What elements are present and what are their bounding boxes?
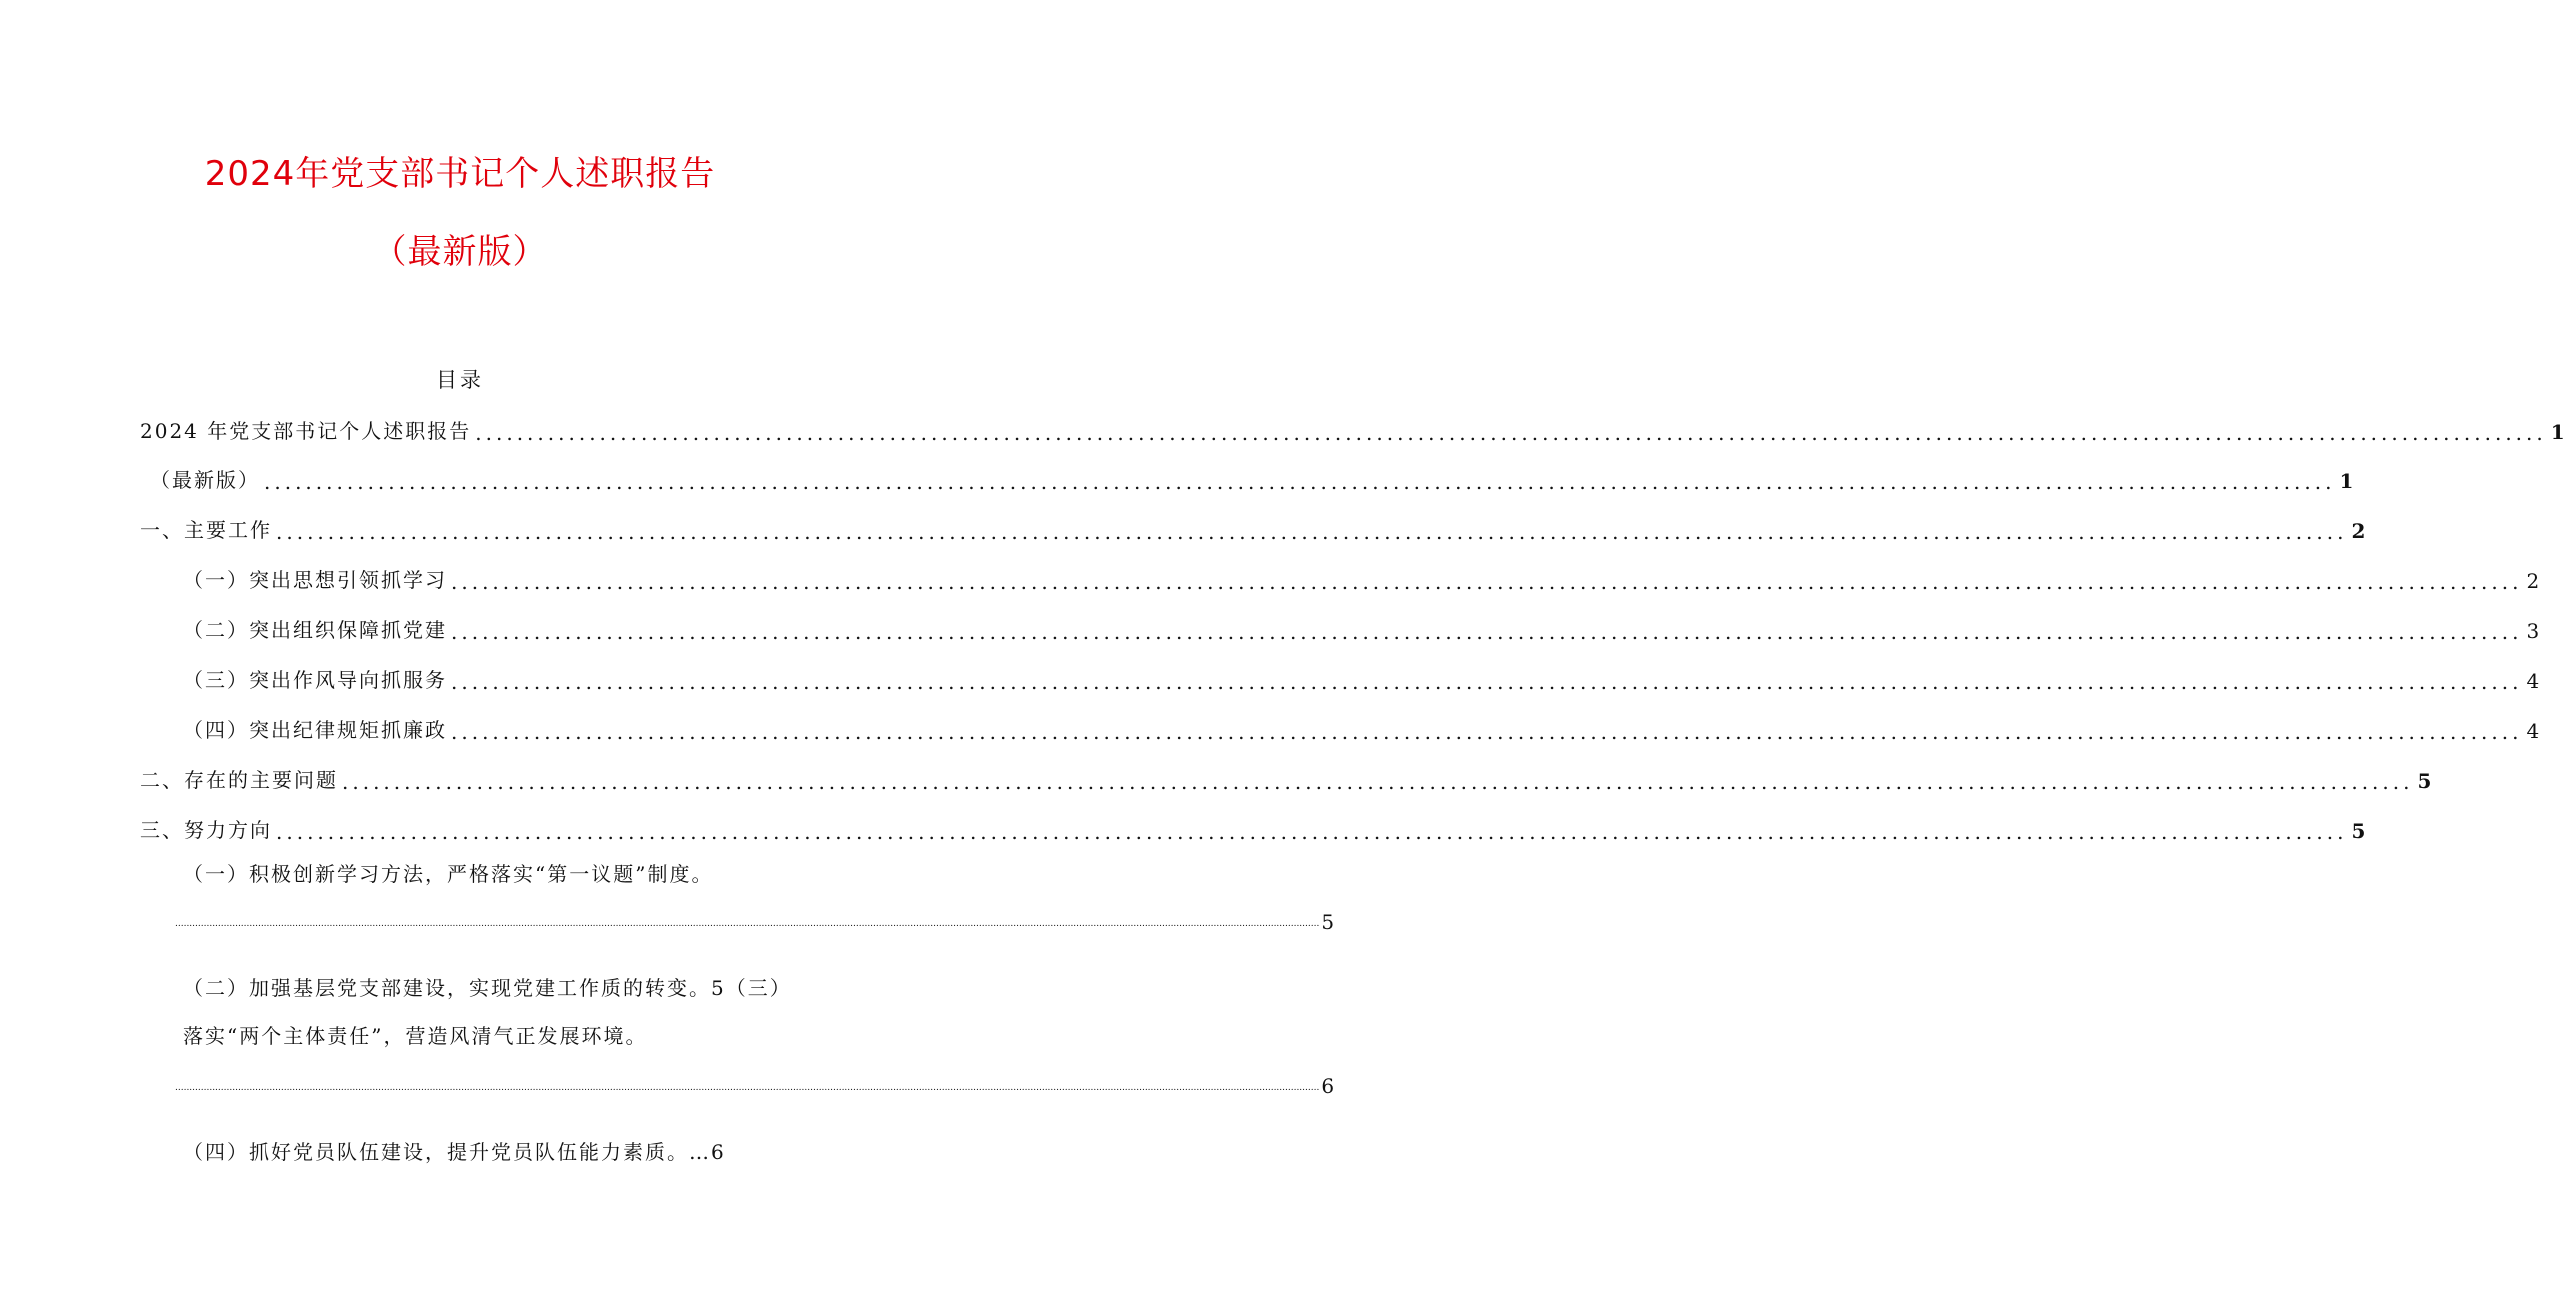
toc-leader: ........................................................................................................................................................................................................	[451, 670, 2523, 694]
toc-entry[interactable]	[183, 713, 2540, 744]
toc-entry-page: 3	[2526, 619, 2540, 643]
toc-entry[interactable]	[140, 763, 2432, 794]
toc-entry[interactable]	[140, 513, 2366, 544]
toc-entry-label: （一）突出思想引领抓学习	[183, 568, 447, 592]
toc-entry-page: 6	[1321, 1074, 1335, 1098]
toc-entry[interactable]	[150, 463, 2354, 494]
toc-entry-page: 2	[2351, 519, 2366, 543]
toc-leader: ........................................................................................................................................................................................................	[475, 421, 2547, 445]
toc-leader: ........................................................................................................................................................................................................	[276, 520, 2348, 544]
toc-entry-page: 5	[2417, 769, 2432, 793]
toc-leader: ................................................................................................................................................................................................................................................................................................................................................................................................................	[175, 1083, 1320, 1093]
toc-long-entry-line[interactable]: （四）抓好党员队伍建设，提升党员队伍能力素质。…6	[183, 1140, 726, 1164]
toc-leader: ........................................................................................................................................................................................................	[451, 720, 2523, 744]
toc-entry[interactable]	[183, 663, 2540, 694]
toc-entry-page: 4	[2526, 719, 2540, 743]
document-title: 2024年党支部书记个人述职报告	[204, 154, 716, 194]
toc-entry[interactable]	[140, 414, 2565, 445]
toc-entry-label: 一、主要工作	[140, 518, 272, 542]
toc-entry[interactable]	[140, 813, 2366, 844]
document-subtitle: （最新版）	[372, 232, 548, 272]
toc-heading: 目录	[436, 368, 484, 392]
toc-long-entry-leader-line	[175, 908, 1335, 934]
toc-long-entry-leader-line	[175, 1072, 1335, 1098]
toc-entry-label: （最新版）	[150, 468, 260, 492]
toc-entry-page: 1	[2550, 420, 2565, 444]
toc-leader: ........................................................................................................................................................................................................	[342, 770, 2414, 794]
toc-entry-label: （四）突出纪律规矩抓廉政	[183, 718, 447, 742]
toc-entry-label: 2024 年党支部书记个人述职报告	[140, 419, 472, 443]
toc-entry[interactable]	[183, 613, 2540, 644]
toc-leader: ................................................................................................................................................................................................................................................................................................................................................................................................................	[175, 919, 1320, 929]
toc-long-entry-label[interactable]: （一）积极创新学习方法，严格落实“第一议题”制度。	[183, 862, 714, 886]
toc-long-entry-line[interactable]: 落实“两个主体责任”，营造风清气正发展环境。	[183, 1024, 648, 1048]
toc-entry[interactable]	[183, 563, 2540, 594]
toc-leader: ........................................................................................................................................................................................................	[451, 570, 2523, 594]
toc-entry-label: 二、存在的主要问题	[140, 768, 338, 792]
toc-long-entry-line[interactable]: （二）加强基层党支部建设，实现党建工作质的转变。5（三）	[183, 976, 792, 1000]
toc-leader: ........................................................................................................................................................................................................	[451, 620, 2523, 644]
toc-entry-page: 1	[2339, 469, 2354, 493]
toc-entry-label: （二）突出组织保障抓党建	[183, 618, 447, 642]
toc-leader: ........................................................................................................................................................................................................	[264, 470, 2336, 494]
toc-entry-page: 5	[2351, 819, 2366, 843]
toc-entry-page: 5	[1321, 910, 1335, 934]
toc-leader: ........................................................................................................................................................................................................	[276, 820, 2348, 844]
toc-entry-page: 2	[2526, 569, 2540, 593]
toc-entry-label: 三、努力方向	[140, 818, 272, 842]
toc-entry-label: （三）突出作风导向抓服务	[183, 668, 447, 692]
toc-entry-page: 4	[2526, 669, 2540, 693]
